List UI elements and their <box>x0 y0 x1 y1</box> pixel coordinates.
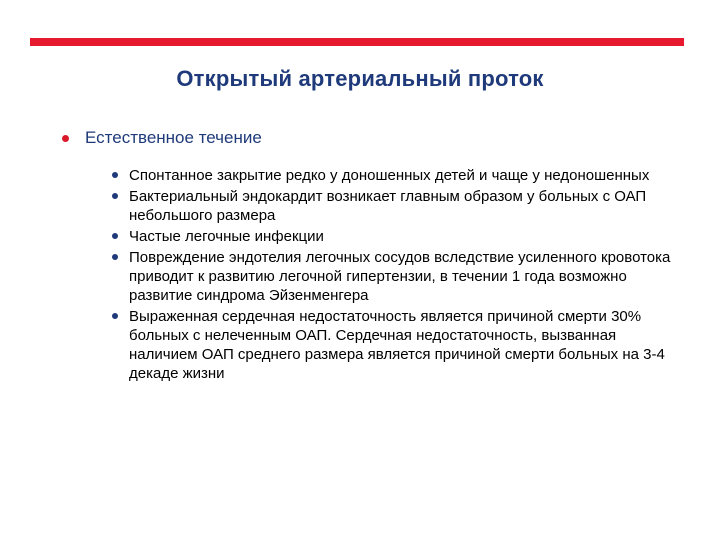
list-item-text: Бактериальный эндокардит возникает главным образом у больных с ОАП небольшого размера <box>129 188 647 224</box>
red-bullet-icon <box>62 135 69 142</box>
section-heading: Естественное течение <box>85 128 262 147</box>
list-item <box>112 187 672 225</box>
bullet-dot-icon <box>112 254 118 260</box>
list-item-text: Повреждение эндотелия легочных сосудов вследствие усиленного кровотока приводит к развитию легочной гипертензии, в течении 1 года возможно развитие синдрома Эйзенменгера <box>129 249 671 304</box>
list-item-text: Частые легочные инфекции <box>129 228 324 245</box>
list-item <box>112 248 672 305</box>
bullet-dot-icon <box>112 193 118 199</box>
section-heading-row <box>62 128 262 148</box>
list-item <box>112 166 672 185</box>
list-item <box>112 307 672 383</box>
bullet-dot-icon <box>112 313 118 319</box>
bullet-list <box>112 166 672 385</box>
slide-title: Открытый артериальный проток <box>176 66 544 91</box>
bullet-dot-icon <box>112 172 118 178</box>
bullet-dot-icon <box>112 233 118 239</box>
list-item-text: Спонтанное закрытие редко у доношенных детей и чаще у недоношенных <box>129 167 650 184</box>
list-item <box>112 227 672 246</box>
header-accent-bar <box>30 38 684 46</box>
list-item-text: Выраженная сердечная недостаточность является причиной смерти 30% больных с нелеченным ОАП. Сердечная недостаточность, вызванная наличием ОАП среднего размера является причиной смерти больных на 3-4 декаде жизни <box>129 308 665 382</box>
